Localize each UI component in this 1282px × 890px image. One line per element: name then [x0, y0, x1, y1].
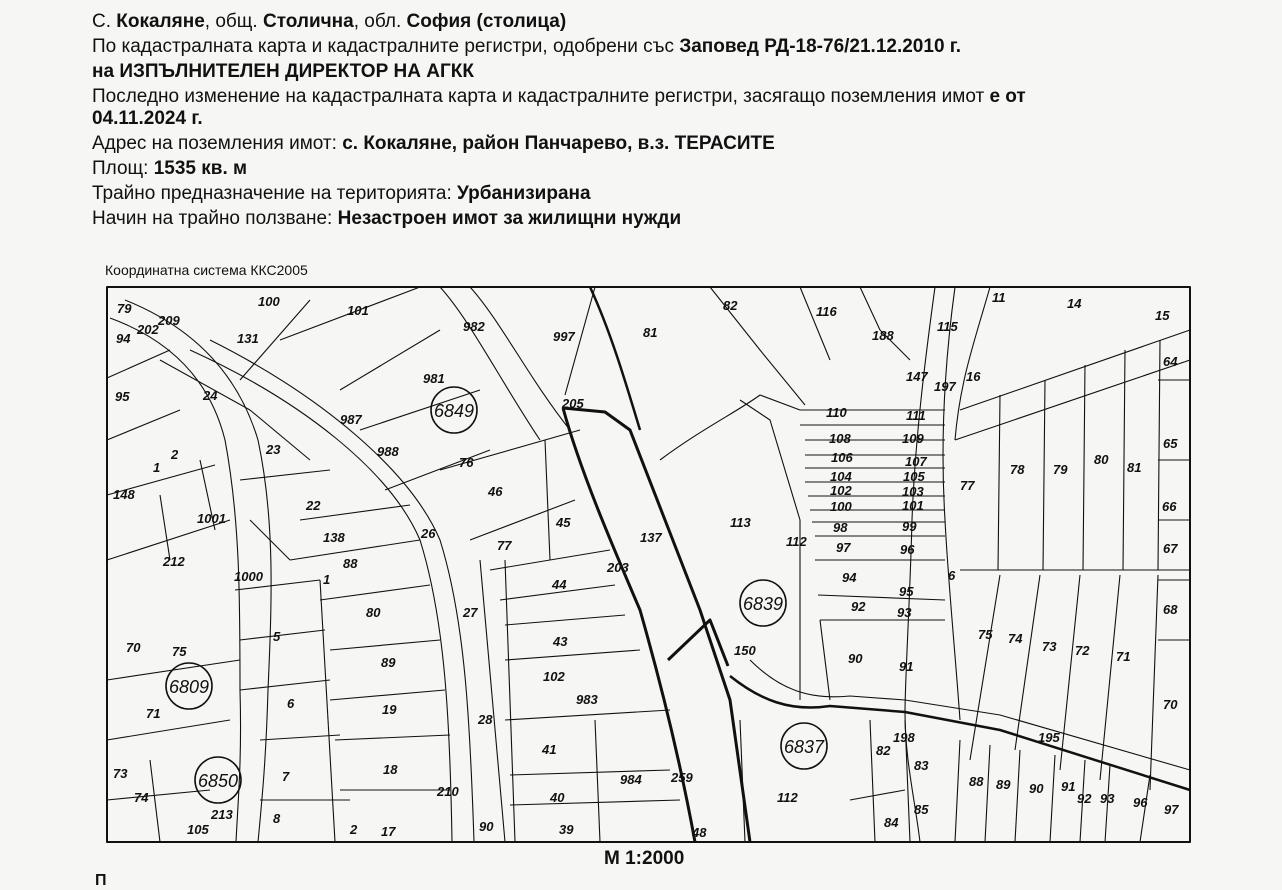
parcel-number: 95: [115, 389, 130, 404]
parcel-number: 6: [287, 696, 295, 711]
parcel-number: 22: [306, 498, 321, 513]
parcel-number: 102: [830, 483, 852, 498]
parcel-number: 195: [1038, 730, 1060, 745]
parcel-number: 203: [607, 560, 629, 575]
parcel-number: 82: [723, 298, 738, 313]
parcel-number: 106: [831, 450, 853, 465]
parcel-number: 982: [463, 319, 485, 334]
parcel-number: 27: [463, 605, 478, 620]
parcel-number: 112: [786, 534, 807, 549]
parcel-number: 97: [1164, 802, 1179, 817]
parcel-number: 92: [851, 599, 866, 614]
parcel-number: 105: [187, 822, 209, 837]
parcel-number: 94: [116, 331, 131, 346]
quarter-number: 6837: [783, 737, 825, 757]
parcel-number: 198: [893, 730, 915, 745]
parcel-number: 988: [377, 444, 399, 459]
parcel-number: 102: [543, 669, 565, 684]
parcel-number: 2: [171, 447, 179, 462]
parcel-number: 95: [899, 584, 914, 599]
parcel-number: 75: [172, 644, 187, 659]
parcel-number: 28: [478, 712, 493, 727]
parcel-number: 112: [777, 790, 798, 805]
parcel-number: 2: [350, 822, 358, 837]
parcel-number: 5: [273, 629, 281, 644]
parcel-number: 984: [620, 772, 642, 787]
parcel-number: 67: [1163, 541, 1178, 556]
parcel-number: 68: [1163, 602, 1178, 617]
parcel-number: 1: [153, 460, 161, 475]
parcel-number: 8: [273, 811, 281, 826]
parcel-number: 18: [383, 762, 398, 777]
parcel-number: 89: [381, 655, 396, 670]
parcel-number: 91: [899, 659, 914, 674]
parcel-number: 80: [366, 605, 381, 620]
parcel-number: 90: [1029, 781, 1044, 796]
parcel-number: 93: [1100, 791, 1115, 806]
parcel-number: 1: [323, 572, 331, 587]
parcel-number: 197: [934, 379, 956, 394]
parcel-number: 84: [884, 815, 899, 830]
parcel-number: 71: [146, 706, 161, 721]
parcel-number: 93: [897, 605, 912, 620]
parcel-number: 111: [906, 408, 926, 423]
parcel-number: 88: [343, 556, 358, 571]
parcel-number: 997: [553, 329, 575, 344]
parcel-number: 89: [996, 777, 1011, 792]
header-line-area: Площ: 1535 кв. м: [92, 158, 248, 179]
parcel-number: 39: [559, 822, 574, 837]
header-line-director: на ИЗПЪЛНИТЕЛЕН ДИРЕКТОР НА АГКК: [92, 61, 474, 82]
parcel-number: 24: [203, 388, 218, 403]
parcel-number: 92: [1077, 791, 1092, 806]
parcel-number: 113: [730, 515, 751, 530]
parcel-number: 104: [830, 469, 852, 484]
map-frame: [107, 287, 1190, 842]
parcel-number: 70: [1163, 697, 1178, 712]
parcel-number: 78: [1010, 462, 1025, 477]
parcel-number: 85: [914, 802, 929, 817]
parcel-number: 107: [905, 454, 927, 469]
parcel-number: 48: [692, 825, 707, 840]
parcel-number: 101: [902, 498, 924, 513]
parcel-number: 6: [948, 568, 956, 583]
footer-cut-text: П: [95, 872, 107, 889]
parcel-number: 147: [906, 369, 928, 384]
parcel-number: 64: [1163, 354, 1178, 369]
parcel-number: 96: [900, 542, 915, 557]
parcel-number: 11: [992, 290, 1006, 305]
parcel-number: 79: [117, 301, 132, 316]
parcel-number: 70: [126, 640, 141, 655]
parcel-number: 94: [842, 570, 857, 585]
parcel-number: 79: [1053, 462, 1068, 477]
parcel-number: 65: [1163, 436, 1178, 451]
quarter-number: 6839: [742, 594, 784, 614]
parcel-number: 74: [1008, 631, 1023, 646]
parcel-number: 14: [1067, 296, 1082, 311]
parcel-number: 101: [347, 303, 369, 318]
parcel-number: 77: [960, 478, 975, 493]
parcel-number: 1000: [234, 569, 263, 584]
parcel-number: 80: [1094, 452, 1109, 467]
header-line-usage: Начин на трайно ползване: Незастроен имот за жилищни нужди: [92, 208, 682, 229]
parcel-number: 96: [1133, 795, 1148, 810]
parcel-number: 43: [553, 634, 568, 649]
parcel-number: 981: [423, 371, 445, 386]
parcel-number: 202: [137, 322, 159, 337]
parcel-number: 131: [237, 331, 259, 346]
parcel-number: 73: [1042, 639, 1057, 654]
parcel-number: 259: [671, 770, 693, 785]
parcel-number: 46: [488, 484, 503, 499]
parcel-number: 150: [734, 643, 756, 658]
header-line-address: Адрес на поземления имот: с. Кокаляне, район Панчарево, в.з. ТЕРАСИТЕ: [92, 133, 775, 154]
parcel-number: 100: [258, 294, 280, 309]
parcel-number: 188: [872, 328, 894, 343]
parcel-number: 138: [323, 530, 345, 545]
parcel-number: 97: [836, 540, 851, 555]
parcel-number: 72: [1075, 643, 1090, 658]
parcel-number: 73: [113, 766, 128, 781]
header-line-last-change: Последно изменение на кадастралната карта и кадастралните регистри, засягащо поземления имот е от: [92, 86, 1026, 107]
parcel-number: 76: [459, 455, 474, 470]
parcel-number: 90: [479, 819, 494, 834]
parcel-number: 137: [640, 530, 662, 545]
parcel-number: 88: [969, 774, 984, 789]
parcel-number: 66: [1162, 499, 1177, 514]
parcel-number: 109: [902, 431, 924, 446]
parcel-number: 110: [826, 405, 847, 420]
parcel-number: 17: [381, 824, 396, 839]
parcel-number: 83: [914, 758, 929, 773]
header-line-settlement: С. Кокаляне, общ. Столична, обл. София (столица): [92, 11, 567, 32]
quarter-number: 6850: [197, 771, 239, 791]
parcel-number: 205: [562, 396, 584, 411]
parcel-number: 81: [1127, 460, 1142, 475]
parcel-number: 19: [382, 702, 397, 717]
parcel-number: 75: [978, 627, 993, 642]
parcel-number: 983: [576, 692, 598, 707]
coordinate-system-label: Координатна система ККС2005: [105, 262, 308, 278]
parcel-number: 98: [833, 520, 848, 535]
parcel-number: 1001: [197, 511, 226, 526]
parcel-number: 90: [848, 651, 863, 666]
parcel-number: 40: [550, 790, 565, 805]
parcel-number: 82: [876, 743, 891, 758]
parcel-number: 148: [113, 487, 135, 502]
parcel-number: 116: [816, 304, 837, 319]
parcel-number: 91: [1061, 779, 1076, 794]
parcel-number: 23: [266, 442, 281, 457]
parcel-number: 115: [937, 319, 958, 334]
header-line-purpose: Трайно предназначение на територията: Урбанизирана: [92, 183, 591, 204]
parcel-number: 105: [903, 469, 925, 484]
parcel-number: 7: [282, 769, 290, 784]
parcel-number: 212: [163, 554, 185, 569]
header-line-approval: По кадастралната карта и кадастралните регистри, одобрени със Заповед РД-18-76/21.12.2010 г.: [92, 36, 962, 57]
parcel-number: 41: [542, 742, 557, 757]
parcel-number: 26: [421, 526, 436, 541]
header-line-date: 04.11.2024 г.: [92, 108, 203, 129]
parcel-number: 77: [497, 538, 512, 553]
parcel-number: 209: [158, 313, 180, 328]
parcel-number: 100: [830, 499, 852, 514]
scale-label: M 1:2000: [604, 848, 685, 869]
parcel-number: 81: [643, 325, 658, 340]
parcel-number: 16: [966, 369, 981, 384]
parcel-number: 71: [1116, 649, 1131, 664]
parcel-number: 210: [437, 784, 459, 799]
quarter-number: 6809: [168, 677, 210, 697]
parcel-number: 45: [556, 515, 571, 530]
parcel-number: 44: [552, 577, 567, 592]
parcel-number: 108: [829, 431, 851, 446]
parcel-number: 99: [902, 519, 917, 534]
parcel-number: 213: [211, 807, 233, 822]
parcel-number: 15: [1155, 308, 1170, 323]
parcel-number: 74: [134, 790, 149, 805]
parcel-number: 987: [340, 412, 362, 427]
parcel-number: 103: [902, 484, 924, 499]
quarter-number: 6849: [433, 401, 475, 421]
